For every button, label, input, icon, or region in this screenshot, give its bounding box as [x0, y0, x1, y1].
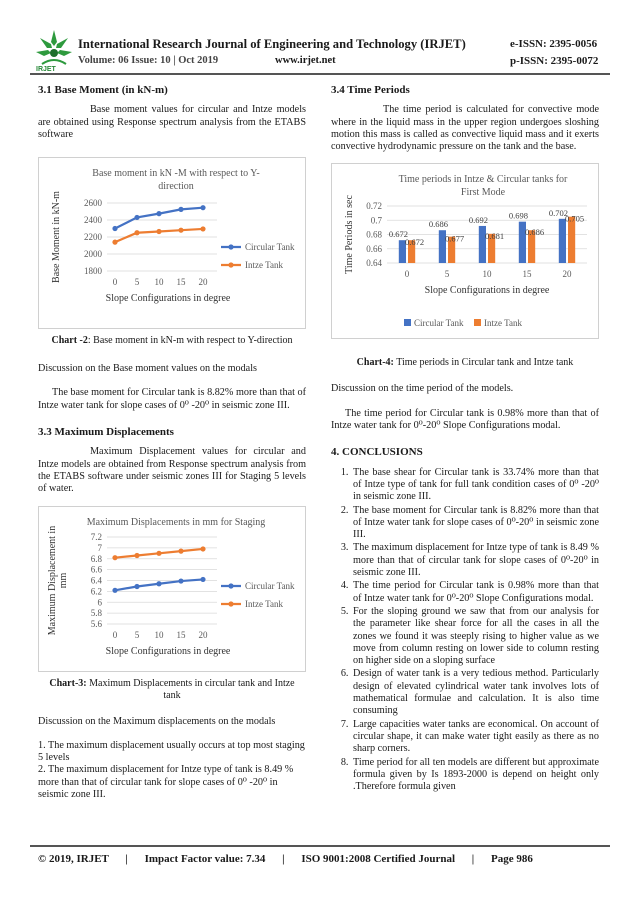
chart-3-caption	[42, 678, 302, 702]
x-tick-label: 0	[112, 277, 118, 288]
y-tick-label: 0.7	[370, 215, 382, 226]
bar-circular-tank	[559, 219, 566, 263]
paragraph-max-displacements: Maximum Displacement values for circular and Intze models are obtained from Response spectrum analysis from the ETABS software under seismic zones III for Staging 5 levels of water.	[38, 446, 306, 495]
data-label: 0.686	[525, 227, 545, 238]
conclusion-item: 7. Large capacities water tanks are economical. On account of circular shape, it can make water tight easily as there as no sharp corners.	[351, 719, 599, 756]
journal-url[interactable]: www.irjet.net	[275, 55, 336, 66]
x-tick-label: 10	[154, 277, 164, 288]
section-heading-time-periods: 3.4 Time Periods	[331, 84, 410, 96]
chart-2-caption	[42, 335, 302, 347]
legend-swatch	[474, 319, 481, 326]
conclusion-item: 6. Design of water tank is a very tedious method. Particularly design of elevated cylindrical water tank involves lots of mathematical formulae and calculation. It is also time consuming	[351, 668, 599, 717]
section-heading-conclusions: 4. CONCLUSIONS	[331, 446, 423, 459]
legend-label: Intze Tank	[245, 598, 283, 609]
page-header	[0, 0, 638, 78]
chart-4-svg	[332, 164, 598, 338]
section-heading-base-moment: 3.1 Base Moment (in kN-m)	[38, 84, 168, 96]
legend-swatch	[404, 319, 411, 326]
chart-title: Time periods in Intze & Circular tanks for	[398, 174, 568, 186]
conclusion-item: 2. The base moment for Circular tank is 8.82% more than that of Intze water tank for slope cases of 0⁰-20⁰ in seismic zone III.	[351, 505, 599, 542]
footer-page-number: Page 986	[490, 853, 533, 865]
conclusion-item: 5. For the sloping ground we saw that from our analysis for the parameter like shear force for all the cases in all the zones we found it was steeply rising to higher value as we move from column resting on lower side to column resting on higher side on a sloping surface	[351, 606, 599, 667]
y-tick-label: 6.8	[90, 553, 102, 564]
logo-text: IRJET	[36, 66, 56, 73]
displacement-point-1: 1. The maximum displacement usually occurs at top most staging 5 levels	[38, 739, 305, 764]
chart-title: Maximum Displacements in mm for Staging	[86, 516, 266, 528]
y-tick-label: 0.66	[366, 244, 382, 255]
x-tick-label: 5	[134, 629, 140, 640]
data-point	[178, 228, 183, 233]
data-label: 0.705	[565, 214, 585, 225]
conclusion-item: 3. The maximum displacement for Intze type of tank is 8.49 % more than that of circular tank for slope cases of 0⁰-20⁰ in seismic zone III.	[351, 542, 599, 579]
data-point	[200, 205, 205, 210]
footer-impact-factor: Impact Factor value: 7.34	[144, 853, 266, 865]
chart-2	[38, 157, 306, 329]
data-point	[178, 578, 183, 583]
paragraph-time-period-result: The time period for Circular tank is 0.98% more than that of Intze water tank for 0⁰-20⁰ Slope Configurations modal.	[331, 407, 599, 432]
y-tick-label: 7.2	[90, 531, 102, 542]
x-tick-label: 20	[562, 269, 572, 280]
chart-4-caption-text: Time periods in Circular tank and Intze tank	[393, 357, 574, 369]
legend-label: Circular Tank	[245, 580, 295, 591]
y-tick-label: 1800	[84, 266, 102, 277]
paragraph-base-moment: Base moment values for circular and Intze models are obtained using Response spectrum analysis from the ETABS software	[38, 104, 306, 140]
chart-2-svg	[39, 158, 305, 328]
y-tick-label: 6.2	[90, 585, 102, 596]
data-point	[134, 215, 139, 220]
chart-2-caption-text: : Base moment in kN-m with respect to Y-direction	[87, 335, 293, 347]
discussion-time-periods: Discussion on the time period of the models.	[331, 383, 514, 395]
x-tick-label: 10	[482, 269, 492, 280]
section-heading-max-displacements: 3.3 Maximum Displacements	[38, 426, 174, 439]
data-label: 0.702	[548, 208, 568, 219]
conclusion-item: 4. The time period for Circular tank is 0.98% more than that of Intze water tank for 0⁰-20⁰ Slope Configurations modal.	[351, 580, 599, 605]
y-tick-label: 0.68	[366, 229, 382, 240]
data-point	[112, 240, 117, 245]
irjet-logo-icon	[34, 26, 74, 68]
data-point	[112, 587, 117, 592]
data-point	[134, 552, 139, 557]
data-label: 0.692	[468, 215, 488, 226]
conclusion-item: 1. The base shear for Circular tank is 33.74% more than that of Intze type of tank for full tank condition cases of 0⁰ -20⁰ in seismic zone III.	[351, 467, 599, 504]
legend-marker	[228, 601, 233, 606]
y-axis-label-line: Base Moment in kN-m	[51, 191, 62, 284]
y-axis-label-line: mm	[58, 572, 69, 588]
x-tick-label: 5	[444, 269, 450, 280]
right-column	[331, 82, 599, 794]
data-point	[200, 546, 205, 551]
legend-label: Circular Tank	[245, 242, 295, 253]
data-point	[134, 230, 139, 235]
data-label: 0.672	[388, 229, 408, 240]
x-tick-label: 0	[112, 629, 118, 640]
y-tick-label: 2200	[84, 232, 102, 243]
data-point	[134, 583, 139, 588]
x-axis-label: Slope Configurations in degree	[105, 293, 231, 305]
discussion-base-moment: Discussion on the Base moment values on the modals	[38, 363, 258, 375]
data-point	[156, 581, 161, 586]
data-point	[200, 576, 205, 581]
x-tick-label: 15	[176, 277, 186, 288]
left-column	[38, 82, 306, 801]
data-point	[112, 226, 117, 231]
journal-title: International Research Journal of Engineering and Technology (IRJET)	[78, 37, 466, 51]
data-point	[156, 211, 161, 216]
page-footer: © 2019, IRJET | Impact Factor value: 7.34 | ISO 9001:2008 Certified Journal | Page 986	[38, 853, 533, 865]
x-tick-label: 20	[198, 277, 208, 288]
legend-label: Intze Tank	[484, 318, 522, 329]
conclusions-list	[331, 467, 599, 794]
eissn: e-ISSN: 2395-0056	[510, 38, 598, 50]
data-point	[112, 555, 117, 560]
x-axis-label: Slope Configurations in degree	[424, 285, 550, 297]
y-tick-label: 2000	[84, 249, 102, 260]
y-tick-label: 5.6	[90, 618, 102, 629]
data-label: 0.698	[508, 211, 528, 222]
data-point	[178, 548, 183, 553]
legend-marker	[228, 263, 233, 268]
x-tick-label: 5	[134, 277, 140, 288]
chart-title: Base moment in kN -M with respect to Y-	[92, 168, 260, 180]
legend-marker	[228, 583, 233, 588]
data-label: 0.672	[405, 237, 425, 248]
y-tick-label: 0.64	[366, 258, 382, 269]
y-axis-label-line: Maximum Displacement in	[47, 525, 58, 635]
y-tick-label: 6.6	[90, 564, 102, 575]
x-tick-label: 20	[198, 629, 208, 640]
y-tick-label: 5.8	[90, 607, 102, 618]
chart-3	[38, 506, 306, 672]
header-divider	[30, 73, 610, 75]
footer-iso: ISO 9001:2008 Certified Journal	[301, 853, 456, 865]
paragraph-base-moment-result: The base moment for Circular tank is 8.82% more than that of Intze water tank for slope cases of 0⁰ -20⁰ in seismic zone III.	[38, 387, 306, 411]
x-tick-label: 15	[176, 629, 186, 640]
chart-3-caption-label: Chart-3:	[49, 677, 87, 689]
data-point	[178, 207, 183, 212]
chart-title: direction	[158, 181, 194, 193]
y-axis-label	[47, 525, 69, 634]
chart-title: First Mode	[460, 187, 506, 199]
chart-3-svg	[39, 507, 305, 671]
x-tick-label: 10	[154, 629, 164, 640]
data-label: 0.677	[445, 234, 465, 245]
displacement-point-2: 2. The maximum displacement for Intze type of tank is 8.49 % more than that of circular tank for slope cases of 0⁰ -20⁰ in seismic zone III.	[38, 764, 294, 801]
pissn: p-ISSN: 2395-0072	[510, 55, 599, 67]
legend-label: Circular Tank	[414, 318, 464, 329]
legend-marker	[228, 245, 233, 250]
y-tick-label: 2600	[84, 198, 102, 209]
series-line-circular-tank	[115, 208, 203, 229]
chart-3-caption-text: Maximum Displacements in circular tank and Intze tank	[86, 677, 295, 701]
data-label: 0.681	[485, 231, 505, 242]
y-tick-label: 6	[97, 596, 102, 607]
y-tick-label: 0.72	[366, 201, 382, 212]
x-axis-label: Slope Configurations in degree	[105, 645, 231, 657]
discussion-max-displacements: Discussion on the Maximum displacements on the modals	[38, 715, 276, 727]
y-tick-label: 7	[97, 542, 102, 553]
footer-copyright: © 2019, IRJET	[38, 853, 109, 865]
x-tick-label: 0	[404, 269, 410, 280]
chart-4	[331, 163, 599, 339]
data-point	[156, 550, 161, 555]
legend-label: Intze Tank	[245, 260, 283, 271]
x-tick-label: 15	[522, 269, 532, 280]
footer-divider	[30, 845, 610, 847]
chart-2-caption-label: Chart -2	[51, 335, 88, 347]
data-point	[200, 227, 205, 232]
y-tick-label: 2400	[84, 215, 102, 226]
y-tick-label: 6.4	[90, 575, 102, 586]
data-point	[156, 229, 161, 234]
paragraph-time-periods: The time period is calculated for convective mode where in the liquid mass in the upper region undergoes sloshing motion this mass is called as convective liquid mass and it exerts convective hydrodynamic pressure on the tank and the base.	[331, 104, 599, 153]
data-label: 0.686	[428, 219, 448, 230]
y-axis-label	[51, 191, 62, 283]
chart-4-caption	[335, 357, 595, 369]
conclusion-item: 8. Time period for all ten models are different but approximate formula given by Is 1893-2000 is depend on height only .Therefore formula given	[351, 757, 599, 794]
chart-4-caption-label: Chart-4:	[356, 357, 394, 369]
volume-issue: Volume: 06 Issue: 10 | Oct 2019	[78, 55, 219, 66]
y-axis-label: Time Periods in sec	[344, 195, 355, 275]
